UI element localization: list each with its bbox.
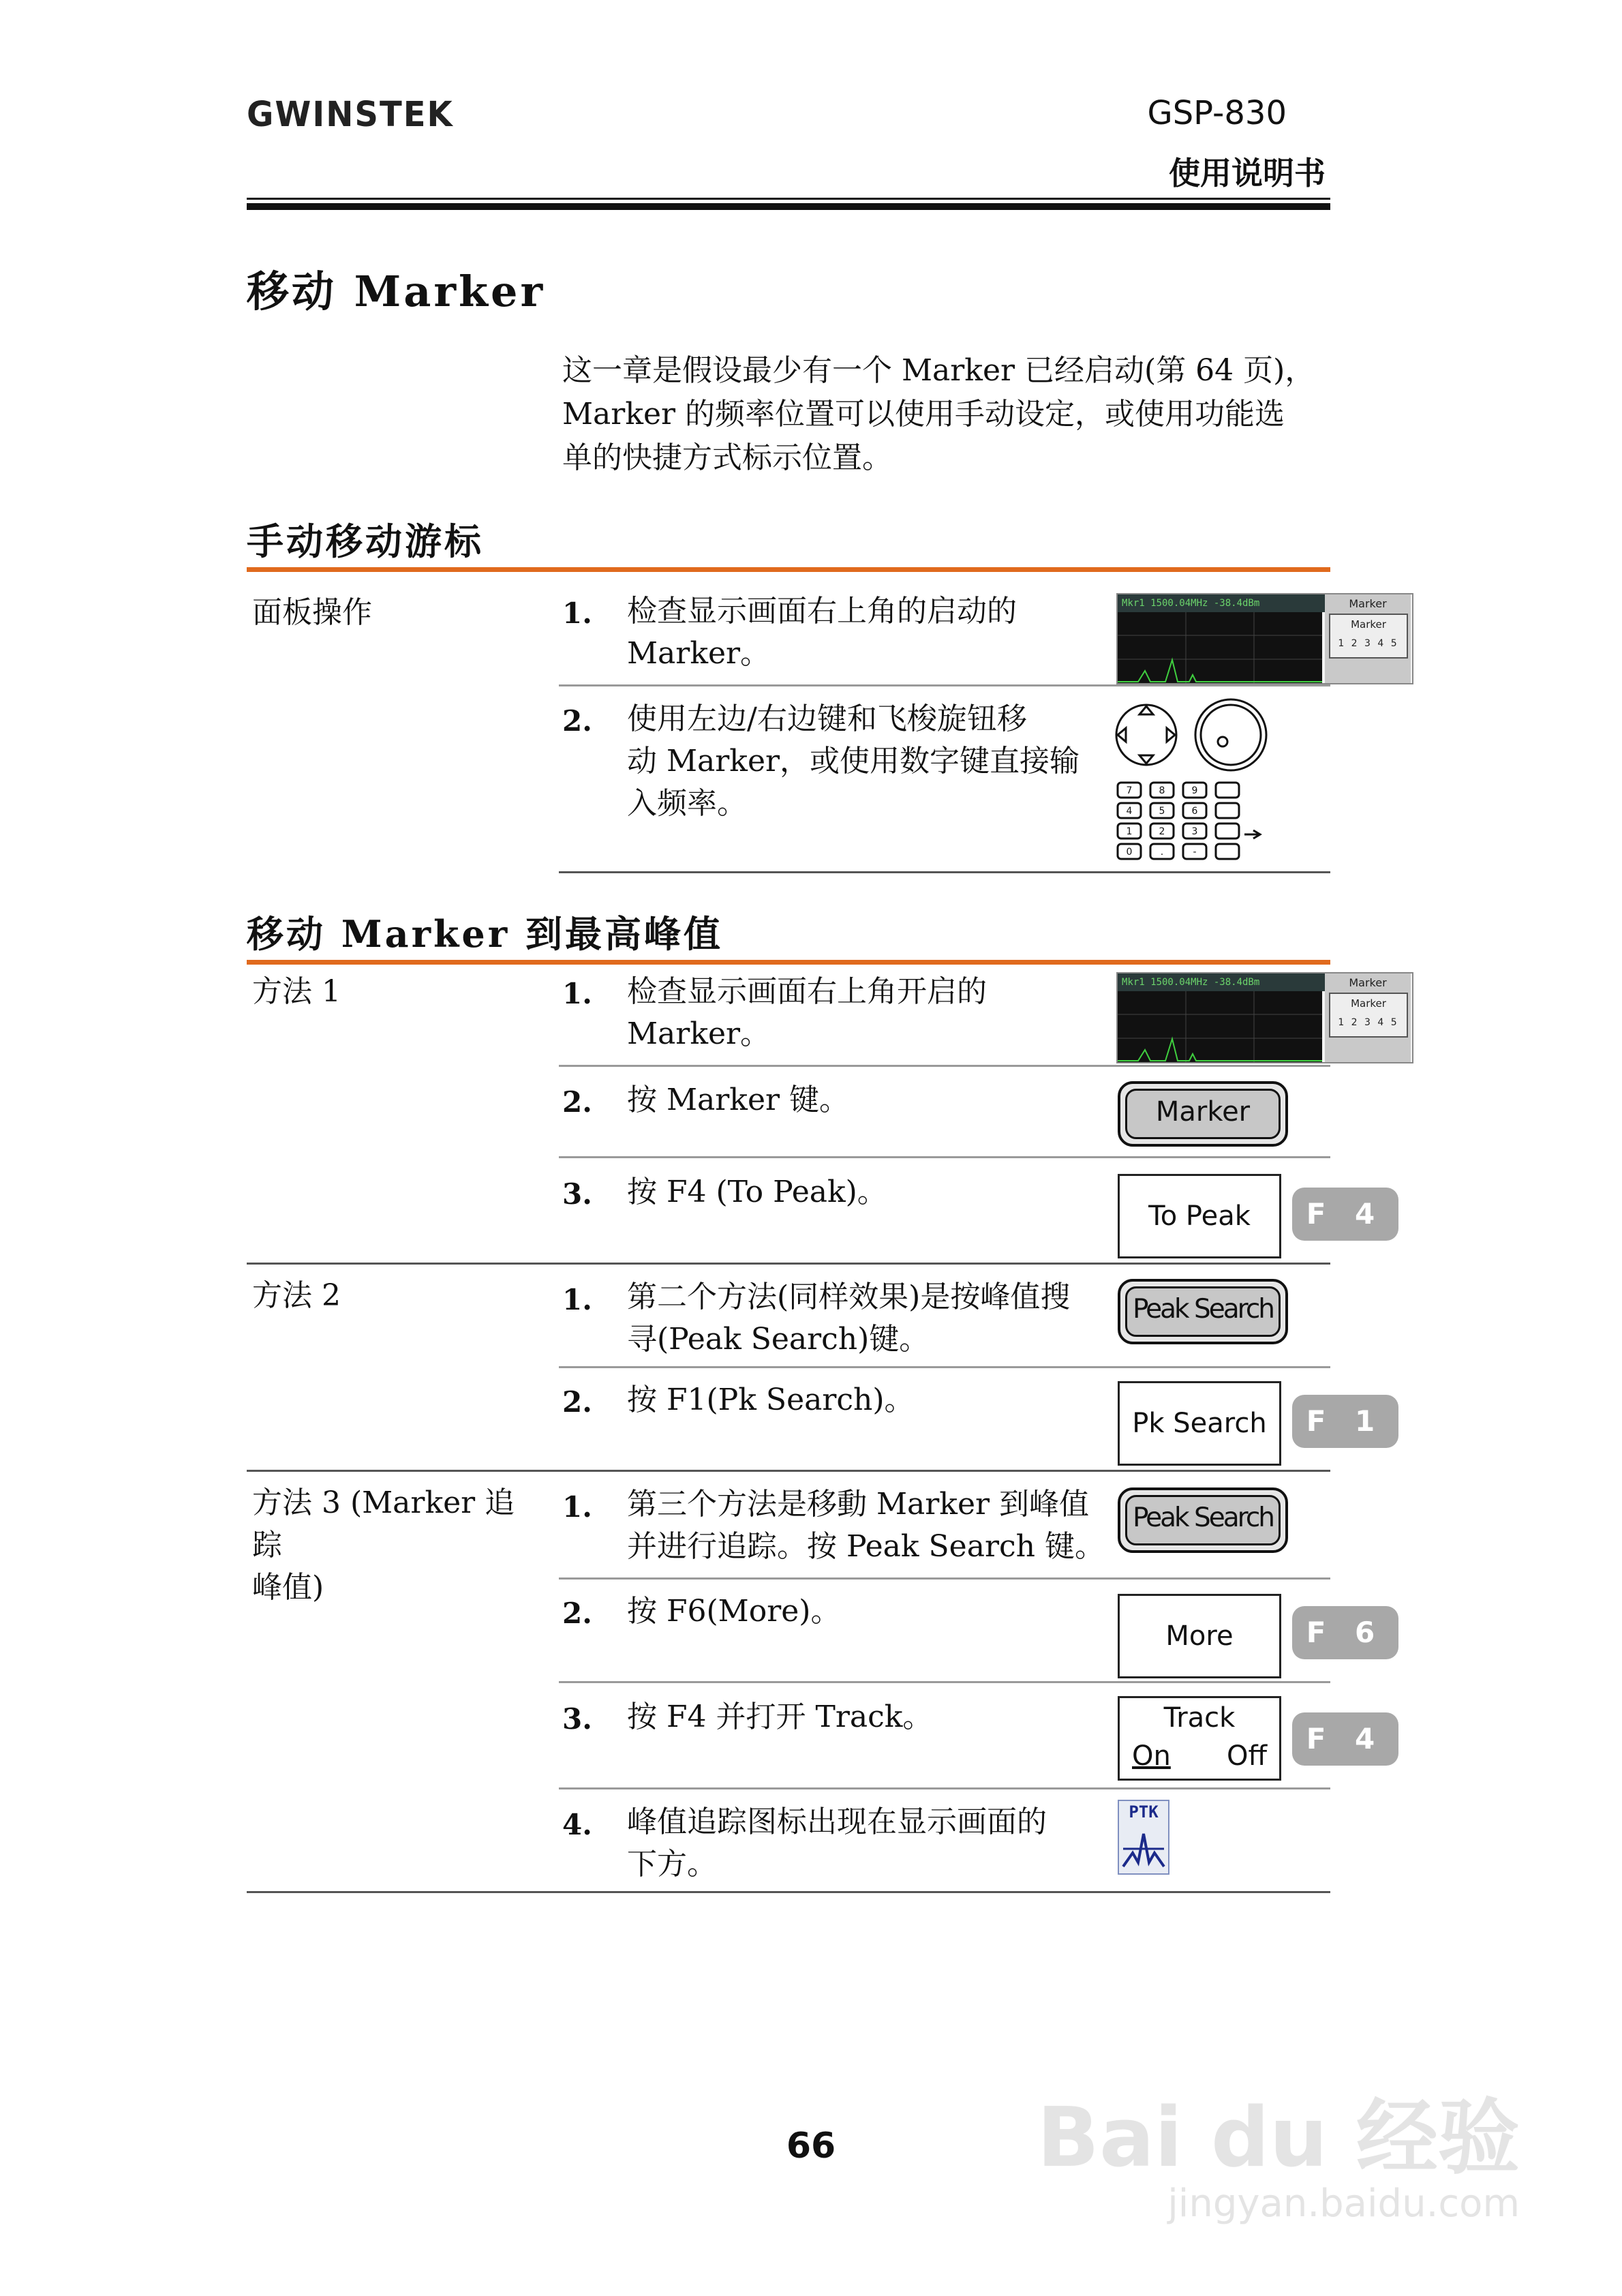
model-number: GSP-830	[1147, 94, 1287, 132]
section-heading-manual: 手动移动游标	[247, 519, 484, 563]
step-line: 按 F1(Pk Search)。	[627, 1383, 915, 1417]
svg-text:7: 7	[1126, 785, 1133, 796]
panel-title: Marker	[1349, 597, 1387, 610]
method-label: 方法 1	[252, 974, 341, 1009]
row-separator	[559, 1787, 1330, 1789]
table-end-separator	[247, 1891, 1330, 1893]
page-title: 移动 Marker	[247, 267, 546, 316]
step-number: 2.	[562, 704, 592, 738]
gwinstek-logo: GWINSTEK	[247, 94, 454, 135]
step-number: 1.	[562, 977, 592, 1010]
step-number: 4.	[562, 1808, 592, 1841]
svg-text:8: 8	[1159, 785, 1165, 796]
ptk-label: PTK	[1129, 1802, 1159, 1822]
marker-key-button[interactable]	[1118, 1081, 1288, 1147]
step-line: 峰值追踪图标出现在显示画面的	[627, 1804, 1047, 1839]
peak-search-key-button[interactable]	[1118, 1487, 1288, 1553]
spectrum-trace	[1118, 973, 1322, 1062]
f4-key[interactable]: F 4	[1292, 1188, 1398, 1241]
method-label	[252, 1482, 538, 1609]
row-separator	[559, 1366, 1330, 1368]
step-line: 入频率。	[627, 786, 747, 821]
marker-readout: Mkr1 1500.04MHz -38.4dBm	[1118, 973, 1326, 991]
svg-text:6: 6	[1191, 806, 1198, 817]
marker-key-label: Marker	[1125, 1089, 1281, 1139]
track-on-option[interactable]: On	[1132, 1740, 1171, 1772]
step-text	[627, 1696, 932, 1738]
marker-select-box	[1329, 993, 1408, 1038]
intro-line: 这一章是假设最少有一个 Marker 已经启动(第 64 页)，	[562, 353, 1315, 388]
marker-softkey-panel	[1325, 973, 1411, 1062]
f4-key[interactable]: F 4	[1292, 1712, 1398, 1766]
spectrum-plot	[1118, 594, 1322, 683]
marker-softkey-panel	[1325, 594, 1411, 683]
panel-title: Marker	[1349, 976, 1387, 989]
method-label-line: 方法 3 (Marker 追踪	[252, 1485, 515, 1562]
peak-search-key-label: Peak Search	[1125, 1495, 1281, 1545]
f6-key[interactable]: F 6	[1292, 1606, 1398, 1659]
baidu-watermark-url: jingyan.baidu.com	[1167, 2181, 1520, 2226]
intro-line: 单的快捷方式标示位置。	[562, 440, 892, 475]
svg-text:.: .	[1160, 847, 1164, 858]
step-number: 1.	[562, 1490, 592, 1524]
row-separator	[559, 1156, 1330, 1158]
step-line: 寻(Peak Search)键。	[627, 1322, 930, 1357]
method-label-line: 峰值)	[252, 1570, 324, 1605]
marker-numbers: 1 2 3 4 5	[1338, 1017, 1399, 1028]
step-line: 使用左边/右边键和飞梭旋钮移	[627, 701, 1027, 736]
step-number: 1.	[562, 596, 592, 630]
step-line: 检查显示画面右上角开启的	[627, 974, 987, 1009]
step-text	[627, 1079, 849, 1121]
step-line: 并进行追踪。按 Peak Search 键。	[627, 1529, 1105, 1564]
step-line: 动 Marker，或使用数字键直接输	[627, 744, 1080, 779]
step-number: 2.	[562, 1597, 592, 1630]
step-text	[627, 590, 1017, 675]
marker-numbers: 1 2 3 4 5	[1338, 638, 1399, 649]
step-text	[627, 1171, 887, 1213]
marker-select-box	[1329, 614, 1408, 659]
step-text	[627, 1590, 840, 1633]
step-line: Marker。	[627, 1016, 771, 1051]
svg-text:4: 4	[1126, 806, 1133, 817]
svg-text:1: 1	[1126, 826, 1133, 837]
step-number: 2.	[562, 1385, 592, 1419]
pk-search-softkey[interactable]: Pk Search	[1118, 1381, 1281, 1466]
row-separator	[559, 1681, 1330, 1683]
peak-search-key-button[interactable]	[1118, 1279, 1288, 1344]
svg-text:0: 0	[1126, 847, 1133, 858]
step-line: 第二个方法(同样效果)是按峰值搜	[627, 1280, 1071, 1314]
step-text	[627, 1483, 1105, 1568]
manual-title: 使用说明书	[1169, 155, 1326, 192]
step-line: 按 F4 并打开 Track。	[627, 1700, 933, 1734]
track-off-option[interactable]: Off	[1226, 1740, 1267, 1772]
method-separator	[247, 1263, 1330, 1265]
f1-key[interactable]: F 1	[1292, 1395, 1398, 1448]
method-label: 面板操作	[252, 595, 372, 630]
method-label: 方法 2	[252, 1278, 341, 1313]
step-text	[627, 1801, 1047, 1886]
keypad-knob-icon	[1114, 695, 1284, 862]
peak-search-key-label: Peak Search	[1125, 1286, 1281, 1337]
page-number: 66	[786, 2126, 836, 2166]
to-peak-softkey[interactable]: To Peak	[1118, 1174, 1281, 1258]
step-text	[627, 971, 987, 1055]
step-line: 下方。	[627, 1847, 717, 1882]
marker-screen-thumbnail	[1116, 593, 1413, 684]
box-label: Marker	[1351, 618, 1386, 631]
header-rule-thin	[247, 198, 1330, 200]
step-number: 3.	[562, 1177, 592, 1211]
section-end-separator	[559, 871, 1330, 873]
row-separator	[559, 1577, 1330, 1580]
marker-screen-thumbnail	[1116, 972, 1413, 1063]
svg-text:3: 3	[1191, 826, 1198, 837]
intro-paragraph	[562, 349, 1339, 480]
step-text	[627, 1276, 1070, 1361]
marker-readout: Mkr1 1500.04MHz -38.4dBm	[1118, 594, 1326, 612]
baidu-watermark: Bai du 经验	[1037, 2091, 1520, 2186]
step-number: 2.	[562, 1085, 592, 1119]
header-rule-thick	[247, 203, 1330, 210]
svg-text:2: 2	[1159, 826, 1165, 837]
more-softkey[interactable]: More	[1118, 1594, 1281, 1678]
spectrum-plot	[1118, 973, 1322, 1062]
step-line: 按 F4 (To Peak)。	[627, 1175, 887, 1209]
step-number: 1.	[562, 1283, 592, 1316]
track-title: Track	[1163, 1702, 1236, 1734]
step-line: 检查显示画面右上角的启动的	[627, 594, 1017, 629]
row-separator	[559, 684, 1330, 686]
step-line: 第三个方法是移動 Marker 到峰值	[627, 1487, 1090, 1522]
intro-line: Marker 的频率位置可以使用手动设定，或使用功能选	[562, 397, 1285, 432]
method-separator	[247, 1470, 1330, 1472]
row-separator	[559, 1065, 1330, 1067]
peak-trace-glyph	[1119, 1826, 1168, 1871]
step-text	[627, 1379, 915, 1421]
spectrum-trace	[1118, 594, 1322, 683]
section-heading-peak: 移动 Marker 到最高峰值	[247, 912, 724, 956]
step-number: 3.	[562, 1702, 592, 1736]
step-line: 按 Marker 键。	[627, 1083, 850, 1117]
step-line: 按 F6(More)。	[627, 1594, 841, 1629]
svg-text:9: 9	[1191, 785, 1198, 796]
peak-track-icon	[1118, 1800, 1169, 1875]
step-line: Marker。	[627, 636, 771, 671]
box-label: Marker	[1351, 997, 1386, 1010]
section-rule	[247, 567, 1330, 572]
section-rule	[247, 960, 1330, 965]
svg-text:-: -	[1193, 847, 1197, 858]
step-text	[627, 698, 1080, 825]
track-softkey[interactable]	[1118, 1696, 1281, 1781]
svg-text:5: 5	[1159, 806, 1165, 817]
